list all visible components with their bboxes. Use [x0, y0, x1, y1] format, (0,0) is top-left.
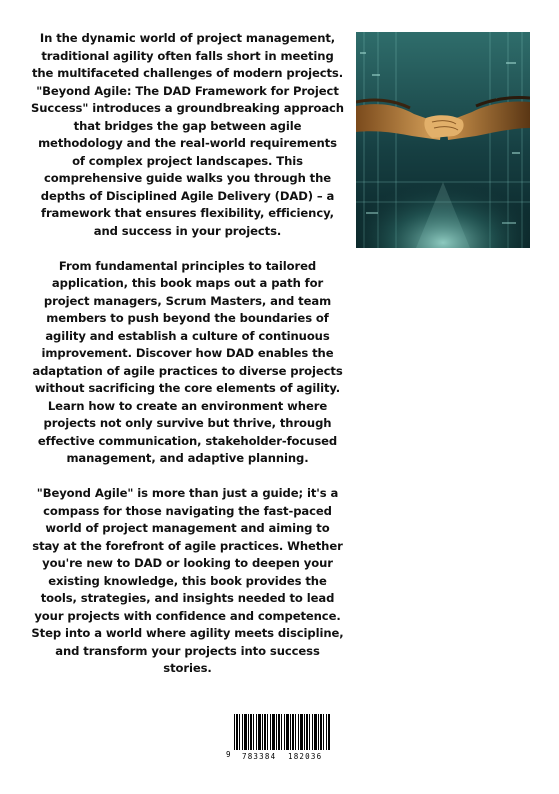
handshake-image — [356, 32, 530, 248]
description-paragraph-3: "Beyond Agile" is more than just a guide; it's a compass for those navigating the fast-paced world of project management and aiming to stay at the forefront of agile practices. Whether you're new to DAD or looking to deepen your existing knowledge, this book provides the tools, strategies, and insights needed to lead your projects with confidence and competence. Step into a world where agility meets discipline, and transform your projects into success stories. — [31, 486, 344, 675]
handshake-illustration — [356, 32, 530, 248]
barcode-right-group: 182036 — [288, 752, 323, 761]
barcode-bars — [234, 714, 330, 750]
description-paragraph-1: In the dynamic world of project management, traditional agility often falls short in meeting the multifaceted challenges of modern projects. "Beyond Agile: The DAD Framework for Project Success" introduces a groundbreaking approach that bridges the gap between agile methodology and the real-world requirements of complex project landscapes. This comprehensive guide walks you through the depths of Disciplined Agile Delivery (DAD) – a framework that ensures flexibility, efficiency, and success in your projects. — [31, 31, 344, 238]
description-paragraph-2: From fundamental principles to tailored application, this book maps out a path for project managers, Scrum Masters, and team members to push beyond the boundaries of agility and establish a culture of continuous improvement. Discover how DAD enables the adaptation of agile practices to diverse projects without sacrificing the core elements of agility. Learn how to create an environment where projects not only survive but thrive, through effective communication, stakeholder-focused management, and adaptive planning. — [32, 258, 343, 465]
barcode-left-group: 783384 — [242, 752, 277, 761]
book-description — [30, 30, 345, 695]
isbn-barcode — [226, 714, 334, 764]
barcode-lead-digit: 9 — [226, 750, 231, 759]
